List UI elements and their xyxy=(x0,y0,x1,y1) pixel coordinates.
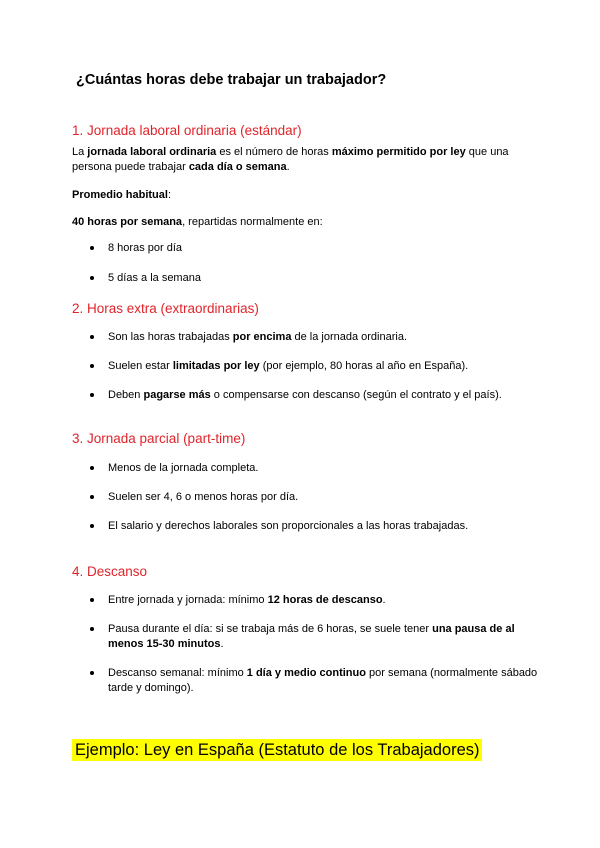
hours-per-week: 40 horas por semana, repartidas normalmente en: xyxy=(72,216,323,228)
bullet-icon xyxy=(90,364,94,368)
bullet-icon xyxy=(90,524,94,528)
list-item: Deben pagarse más o compensarse con descanso (según el contrato y el país). xyxy=(108,389,502,401)
list-item: El salario y derechos laborales son proporcionales a las horas trabajadas. xyxy=(108,520,469,532)
section-4-heading: 4. Descanso xyxy=(72,564,148,579)
list-item: 8 horas por día xyxy=(108,242,182,254)
list-item: Son las horas trabajadas por encima de la jornada ordinaria. xyxy=(108,331,408,343)
example-heading: Ejemplo: Ley en España (Estatuto de los Trabajadores) xyxy=(72,739,482,761)
section-1-heading: 1. Jornada laboral ordinaria (estándar) xyxy=(72,123,302,138)
bullet-icon xyxy=(90,495,94,499)
list-item: Entre jornada y jornada: mínimo 12 horas de descanso. xyxy=(108,594,386,606)
list-item: Descanso semanal: mínimo 1 día y medio continuo por semana (normalmente sábado tarde y domingo). xyxy=(108,667,538,694)
bullet-icon xyxy=(90,246,94,250)
list-item: 5 días a la semana xyxy=(108,272,201,284)
section-3-heading: 3. Jornada parcial (part-time) xyxy=(72,431,246,446)
bullet-icon xyxy=(90,393,94,397)
bullet-icon xyxy=(90,276,94,280)
bullet-icon xyxy=(90,598,94,602)
list-item: Pausa durante el día: si se trabaja más de 6 horas, se suele tener una pausa de al menos 15-30 minutos. xyxy=(108,623,515,650)
bullet-icon xyxy=(90,466,94,470)
bullet-icon xyxy=(90,671,94,675)
list-item: Suelen ser 4, 6 o menos horas por día. xyxy=(108,491,299,503)
page-title: ¿Cuántas horas debe trabajar un trabajador? xyxy=(76,72,387,88)
list-item: Suelen estar limitadas por ley (por ejemplo, 80 horas al año en España). xyxy=(108,360,469,372)
list-item: Menos de la jornada completa. xyxy=(108,462,259,474)
bullet-icon xyxy=(90,627,94,631)
section-2-heading: 2. Horas extra (extraordinarias) xyxy=(72,301,259,316)
bullet-icon xyxy=(90,335,94,339)
average-label: Promedio habitual: xyxy=(72,189,172,201)
section-1-paragraph: La jornada laboral ordinaria es el número de horas máximo permitido por ley que una persona puede trabajar cada día o semana. xyxy=(72,146,509,173)
